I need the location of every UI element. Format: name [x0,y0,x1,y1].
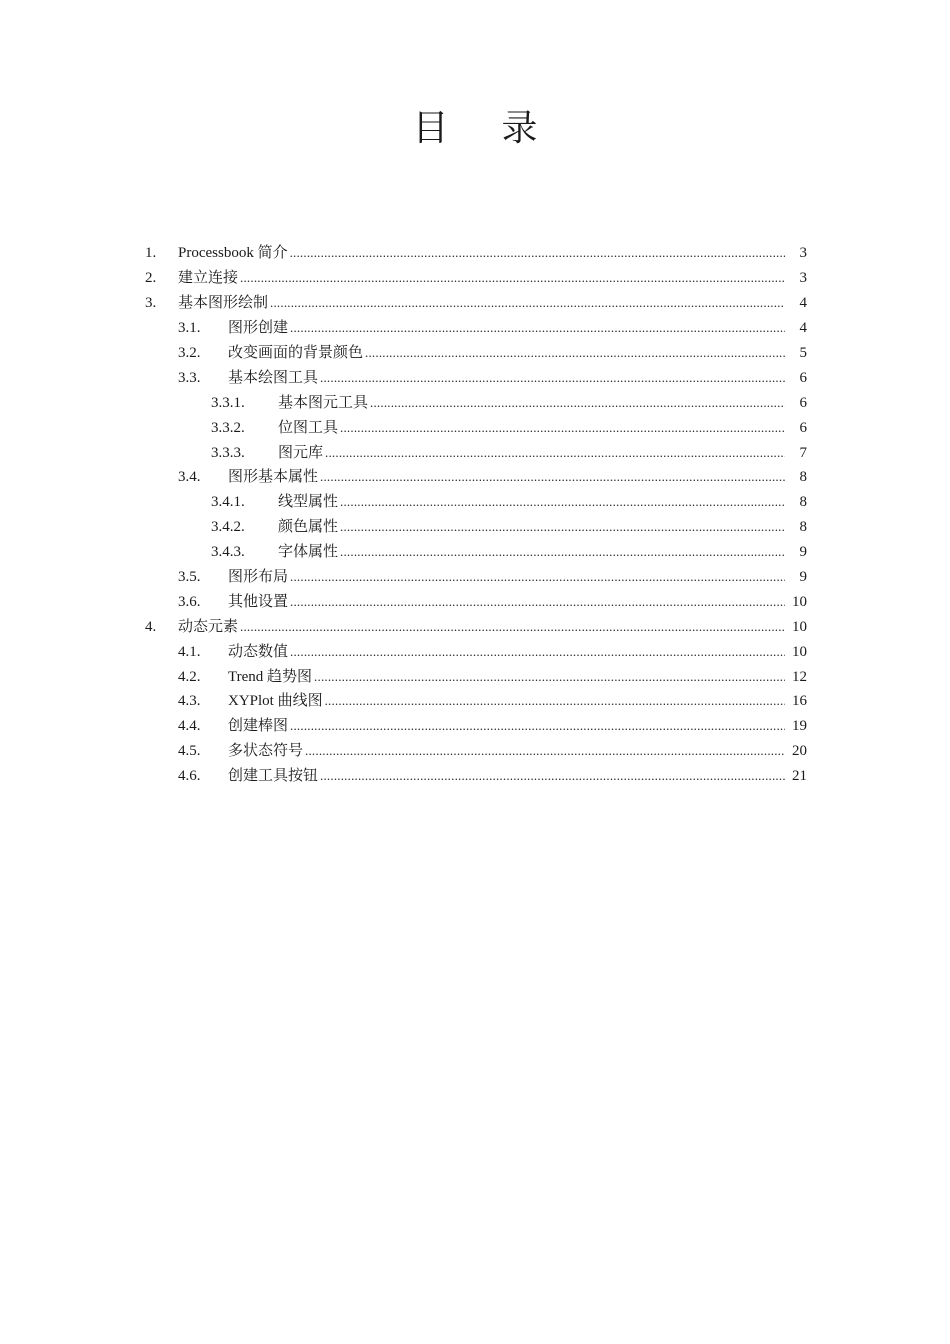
toc-leader-dots [365,344,785,362]
toc-entry[interactable] [145,365,807,390]
toc-title: 目 录 [412,108,560,148]
toc-entry-page: 6 [799,369,807,386]
toc-entry-label: 线型属性 [278,494,339,511]
toc-entry-label: 图元库 [278,444,324,461]
toc-entry-number: 4.1. [178,643,201,660]
toc-leader-dots [325,444,785,462]
toc-entry-page: 19 [792,718,807,735]
toc-entry-page: 10 [792,593,807,610]
toc-entry-page: 4 [799,320,807,337]
toc-entry[interactable] [145,639,807,664]
toc-entry-label: 基本图元工具 [278,394,369,411]
toc-entry-label: 建立连接 [178,270,239,287]
toc-entry-number: 3. [145,295,157,312]
toc-leader-dots [320,767,785,785]
toc-entry-number: 3.3.3. [211,444,245,461]
toc-entry-page: 21 [792,768,807,785]
toc-entry-number: 4.3. [178,693,201,710]
toc-entry-number: 3.5. [178,569,201,586]
toc-leader-dots [290,319,785,337]
toc-entry-label: 基本图形绘制 [178,295,269,312]
toc-entry[interactable] [145,589,807,614]
toc-entry-number: 4.2. [178,668,201,685]
toc-entry-number: 3.4.1. [211,494,245,511]
toc-leader-dots [320,369,785,387]
toc-entry-label: 改变画面的背景颜色 [228,345,364,361]
toc-entry-number: 3.4.2. [211,519,245,536]
toc-entry[interactable] [145,490,807,515]
toc-leader-dots [340,419,785,437]
toc-entry[interactable] [145,614,807,639]
toc-leader-dots [305,742,785,760]
toc-entry-number: 3.1. [178,320,201,337]
toc-entry[interactable] [145,515,807,540]
toc-entry[interactable] [145,291,807,316]
toc-entry-label: Processbook 简介 [178,245,288,262]
toc-leader-dots [320,468,785,486]
toc-entry[interactable] [145,664,807,689]
toc-entry-number: 3.4. [178,469,201,486]
toc-entry[interactable] [145,465,807,490]
toc-leader-dots [240,618,785,636]
toc-entry-label: 动态数值 [228,643,289,660]
toc-leader-dots [290,244,785,262]
toc-entry[interactable] [145,540,807,565]
toc-leader-dots [290,568,785,586]
toc-entry-page: 20 [792,743,807,760]
toc-entry[interactable] [145,241,807,266]
toc-leader-dots [340,493,785,511]
toc-entry[interactable] [145,341,807,366]
toc-entry[interactable] [145,739,807,764]
toc-entry-label: 动态元素 [178,618,239,635]
toc-entry-page: 10 [792,618,807,635]
toc-leader-dots [370,394,785,412]
toc-leader-dots [290,593,785,611]
toc-entry-number: 3.3. [178,369,201,386]
toc-entry-page: 3 [799,245,807,262]
toc-list [145,241,807,789]
toc-entry-label: 创建棒图 [228,718,289,735]
toc-entry-page: 8 [799,519,807,536]
toc-leader-dots [290,717,785,735]
toc-leader-dots [270,294,785,312]
toc-entry-number: 4.4. [178,718,201,735]
toc-entry-label: 图形基本属性 [228,469,319,486]
toc-leader-dots [240,269,785,287]
toc-entry-number: 4. [145,618,157,635]
toc-entry-label: 图形创建 [228,320,289,337]
toc-entry-label: 位图工具 [278,419,339,436]
toc-entry-page: 8 [799,469,807,486]
toc-entry-page: 16 [792,693,807,710]
toc-entry-page: 7 [799,444,807,461]
toc-entry[interactable] [145,415,807,440]
toc-entry-number: 3.3.2. [211,419,245,436]
toc-entry-label: 字体属性 [278,544,339,561]
toc-entry-label: 多状态符号 [228,743,304,760]
toc-entry-number: 3.2. [178,345,201,361]
toc-entry-number: 1. [145,245,157,262]
toc-entry-page: 10 [792,643,807,660]
toc-entry-page: 5 [799,345,807,361]
toc-entry-page: 3 [799,270,807,287]
toc-entry-page: 9 [799,569,807,586]
toc-leader-dots [325,692,785,710]
toc-leader-dots [290,643,785,661]
toc-entry-page: 12 [792,668,807,685]
toc-entry-page: 6 [799,419,807,436]
toc-entry[interactable] [145,764,807,789]
toc-entry-label: XYPlot 曲线图 [228,693,323,710]
toc-entry-label: Trend 趋势图 [228,668,313,685]
toc-entry-label: 基本绘图工具 [228,369,319,386]
toc-entry[interactable] [145,565,807,590]
toc-entry-number: 3.3.1. [211,394,245,411]
toc-entry-number: 3.6. [178,593,201,610]
toc-entry[interactable] [145,390,807,415]
toc-entry-number: 4.6. [178,768,201,785]
toc-leader-dots [340,518,785,536]
toc-entry[interactable] [145,266,807,291]
toc-entry[interactable] [145,316,807,341]
toc-entry-label: 创建工具按钮 [228,768,319,785]
toc-entry-page: 4 [799,295,807,312]
toc-entry-number: 3.4.3. [211,544,245,561]
toc-entry-page: 6 [799,394,807,411]
toc-entry-label: 图形布局 [228,569,289,586]
toc-entry[interactable] [145,714,807,739]
toc-entry-label: 颜色属性 [278,519,339,536]
toc-entry-page: 8 [799,494,807,511]
toc-leader-dots [314,668,785,686]
toc-entry[interactable] [145,440,807,465]
toc-leader-dots [340,543,785,561]
toc-entry-label: 其他设置 [228,593,289,610]
toc-entry[interactable] [145,689,807,714]
toc-entry-page: 9 [799,544,807,561]
toc-entry-number: 2. [145,270,157,287]
toc-entry-number: 4.5. [178,743,201,760]
